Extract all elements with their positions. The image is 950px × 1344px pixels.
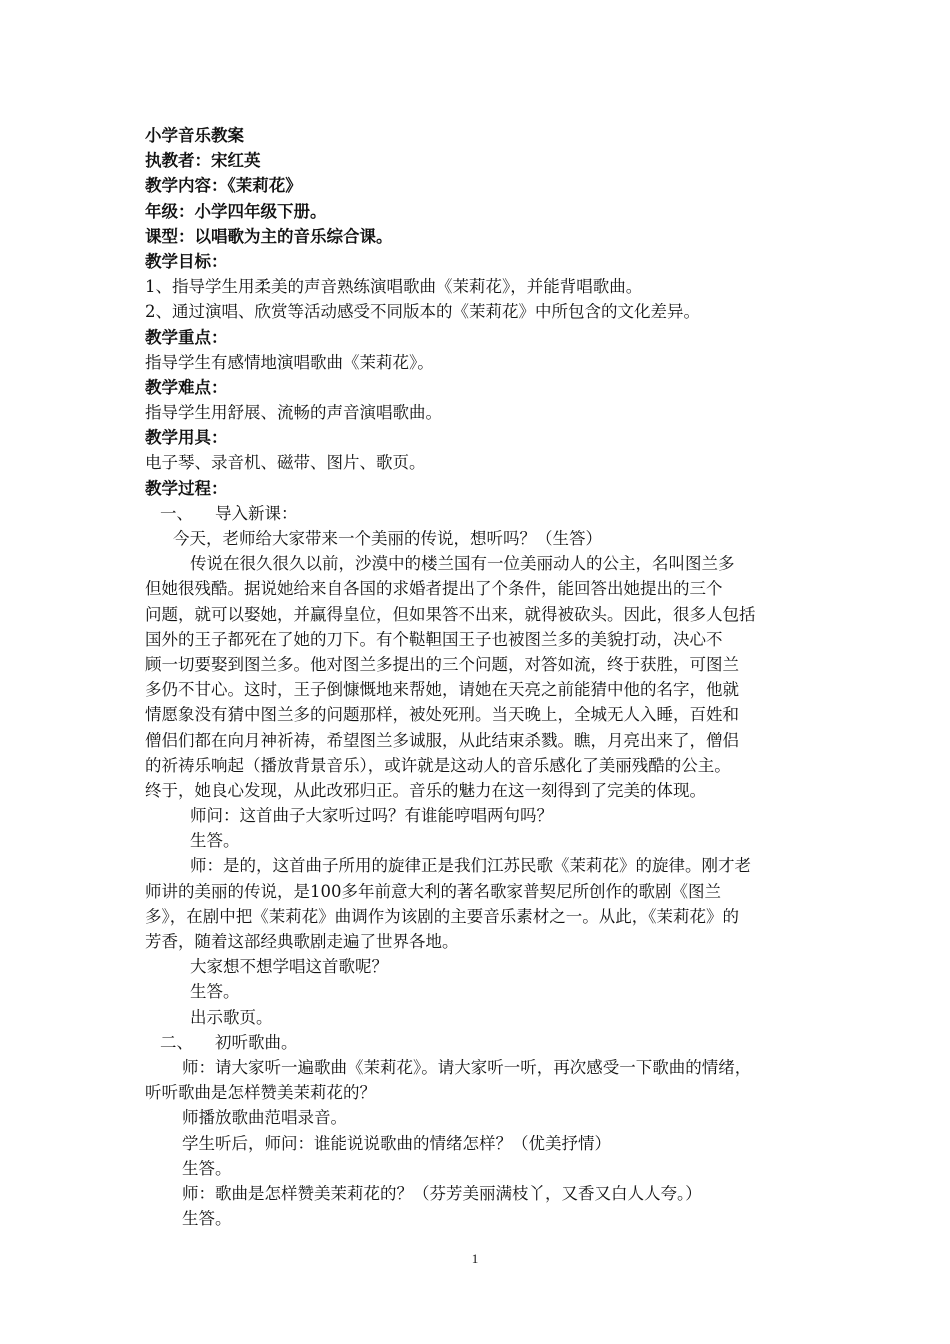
key-points-heading: 教学重点： [145,327,228,347]
paragraph-line: 生答。 [190,831,240,851]
paragraph-line: 听听歌曲是怎样赞美茉莉花的？ [145,1083,376,1103]
paragraph-line: 师：歌曲是怎样赞美茉莉花的？（芬芳美丽满枝丫，又香又白人人夸。） [182,1183,702,1203]
story-line: 僧侣们都在向月神祈祷，希望图兰多诚服，从此结束杀戮。瞧，月亮出来了，僧侣 [145,730,739,750]
goal-item: 2、通过演唱、欣赏等活动感受不同版本的《茉莉花》中所包含的文化差异。 [145,302,700,322]
difficulties-heading: 教学难点： [145,377,228,397]
section-heading [145,1030,810,1055]
goals-heading: 教学目标： [145,251,228,271]
teacher-line: 执教者：宋红英 [145,151,261,171]
paragraph-line: 大家想不想学唱这首歌呢？ [190,957,388,977]
content-line: 教学内容：《茉莉花》 [145,176,302,196]
doc-title: 小学音乐教案 [145,126,244,145]
explain-line: 芳香，随着这部经典歌剧走遍了世界各地。 [145,932,459,951]
story-line: 的祈祷乐响起（播放背景音乐），或许就是这动人的音乐感化了美丽残酷的公主。 [145,755,731,775]
goal-item: 1、指导学生用柔美的声音熟练演唱歌曲《茉莉花》，并能背唱歌曲。 [145,277,643,297]
paragraph-line: 生答。 [182,1209,232,1229]
story-line: 传说在很久很久以前，沙漠中的楼兰国有一位美丽动人的公主，名叫图兰多 [190,554,735,574]
story-line: 终于，她良心发现，从此改邪归正。音乐的魅力在这一刻得到了完美的体现。 [145,780,706,800]
story-line: 问题，就可以娶她，并赢得皇位，但如果答不出来，就得被砍头。因此，很多人包括 [145,604,756,624]
section-number: 二、 [160,1032,193,1052]
paragraph-line: 今天，老师给大家带来一个美丽的传说，想听吗？（生答） [173,529,602,548]
paragraph-line: 出示歌页。 [190,1007,273,1027]
story-line: 国外的王子都死在了她的刀下。有个鞑靼国王子也被图兰多的美貌打动，决心不 [145,629,723,649]
document-body [145,123,810,1231]
grade-line: 年级：小学四年级下册。 [145,201,327,221]
paragraph-line: 师播放歌曲范唱录音。 [182,1108,347,1128]
story-line: 多仍不甘心。这时，王子倒慷慨地来帮她，请她在天亮之前能猜中他的名字，他就 [145,680,739,700]
section-title: 初听歌曲。 [215,1032,298,1052]
paragraph-line: 生答。 [190,982,240,1002]
explain-line: 师：是的，这首曲子所用的旋律正是我们江苏民歌《茉莉花》的旋律。刚才老 [190,856,751,876]
key-points-text: 指导学生有感情地演唱歌曲《茉莉花》。 [145,352,434,372]
process-heading: 教学过程： [145,478,228,498]
explain-line: 师讲的美丽的传说，是100多年前意大利的著名歌家普契尼所创作的歌剧《图兰 [145,881,721,901]
difficulties-text: 指导学生用舒展、流畅的声音演唱歌曲。 [145,403,442,423]
explain-line: 多》，在剧中把《茉莉花》曲调作为该剧的主要音乐素材之一。从此，《茉莉花》的 [145,906,739,926]
story-line: 但她很残酷。据说她给来自各国的求婚者提出了个条件，能回答出她提出的三个 [145,579,723,599]
section-number: 一、 [160,503,193,523]
section-heading [145,501,810,526]
paragraph-line: 学生听后，师问：谁能说说歌曲的情绪怎样？（优美抒情） [182,1133,611,1153]
paragraph-line: 生答。 [182,1158,232,1178]
story-line: 情愿象没有猜中图兰多的问题那样，被处死刑。当天晚上，全城无人入睡，百姓和 [145,705,739,725]
tools-text: 电子琴、录音机、磁带、图片、歌页。 [145,453,426,473]
paragraph-line: 师：请大家听一遍歌曲《茉莉花》。请大家听一听，再次感受一下歌曲的情绪， [182,1057,752,1077]
page-number: 1 [471,1251,479,1266]
paragraph-line: 师问：这首曲子大家听过吗？有谁能哼唱两句吗？ [190,806,553,826]
lesson-type-line: 课型：以唱歌为主的音乐综合课。 [145,226,393,246]
tools-heading: 教学用具： [145,428,228,448]
section-title: 导入新课： [215,503,298,523]
story-line: 顾一切要娶到图兰多。他对图兰多提出的三个问题，对答如流，终于获胜，可图兰 [145,654,739,674]
